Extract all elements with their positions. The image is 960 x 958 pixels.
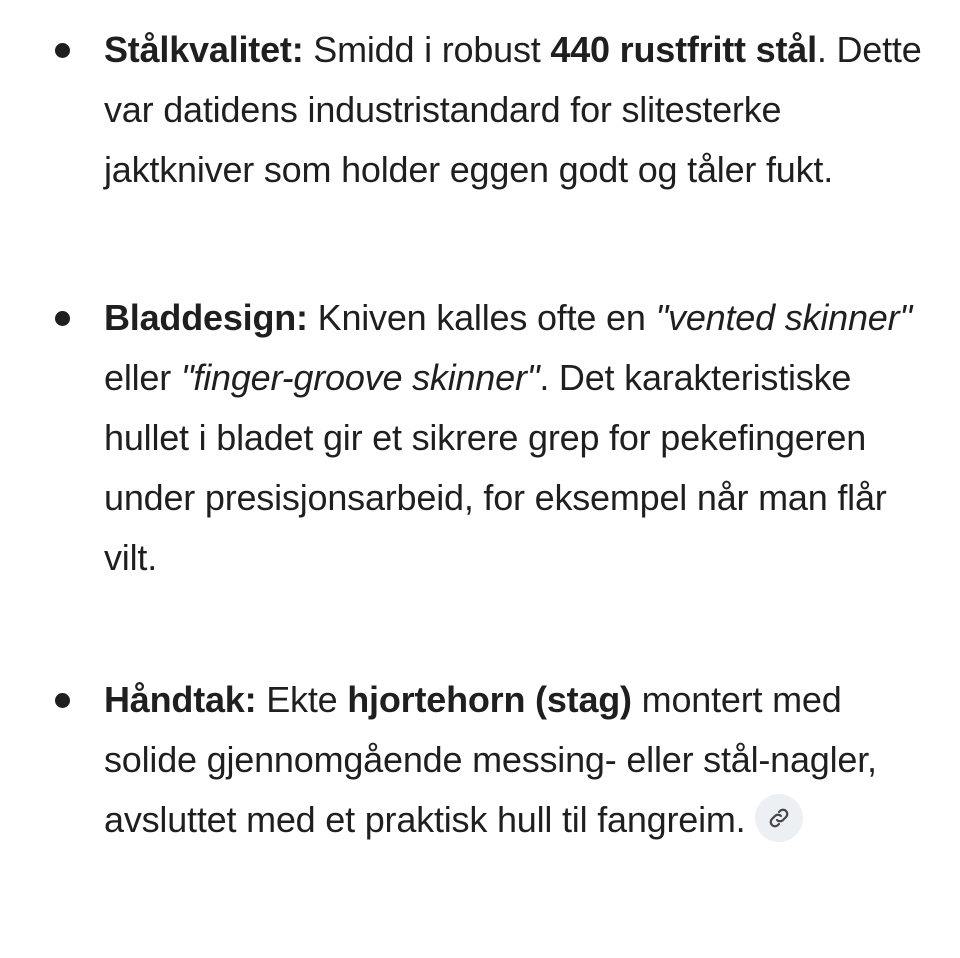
bullet-dot [55, 693, 70, 708]
list-item-blade-design [104, 288, 934, 588]
item-text: montert med solide gjennomgående messing- eller stål-nagler, avsluttet med et praktisk hull til fangreim. [104, 679, 877, 840]
item-label: Stålkvalitet: [104, 29, 304, 70]
item-text: Smidd i robust [303, 29, 551, 70]
item-text: Kniven kalles ofte en [307, 297, 656, 338]
source-link-button[interactable] [755, 794, 803, 842]
link-icon [767, 806, 791, 830]
item-label: Håndtak: [104, 679, 257, 720]
item-text: eller [104, 357, 181, 398]
item-emphasis: 440 rustfritt stål [550, 29, 817, 70]
bullet-dot [55, 311, 70, 326]
item-italic-term: "vented skinner" [655, 297, 912, 338]
item-italic-term: "finger-groove skinner" [180, 357, 540, 398]
item-emphasis: hjortehorn (stag) [347, 679, 632, 720]
item-text: . Dette var datidens industristandard for slitesterke jaktkniver som holder eggen godt og tåler fukt. [104, 29, 922, 190]
bullet-dot [55, 43, 70, 58]
list-item-steel-quality [104, 20, 934, 200]
item-label: Bladdesign: [104, 297, 308, 338]
item-text: Ekte [256, 679, 348, 720]
item-text: . Det karakteristiske hullet i bladet gir et sikrere grep for pekefingeren under presisjonsarbeid, for eksempel når man flår vilt. [104, 357, 887, 578]
list-item-handle [104, 670, 934, 850]
